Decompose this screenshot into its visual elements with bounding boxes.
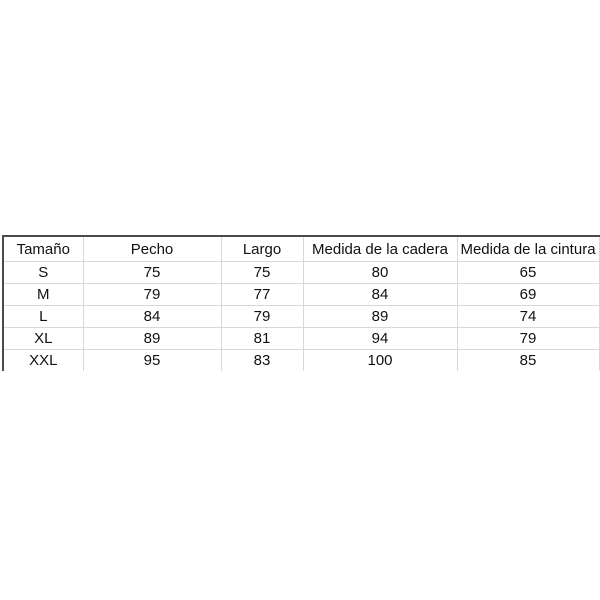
table-row — [3, 328, 599, 350]
table-header — [3, 236, 599, 262]
cell-chest: 89 — [83, 328, 221, 350]
header-size: Tamaño — [3, 236, 83, 262]
cell-length: 79 — [221, 306, 303, 328]
cell-waist: 74 — [457, 306, 599, 328]
table-row — [3, 350, 599, 372]
cell-waist: 65 — [457, 262, 599, 284]
cell-size: M — [3, 284, 83, 306]
header-waist: Medida de la cintura — [457, 236, 599, 262]
cell-waist: 79 — [457, 328, 599, 350]
cell-chest: 75 — [83, 262, 221, 284]
table-body — [3, 262, 599, 372]
cell-waist: 85 — [457, 350, 599, 372]
table-row — [3, 306, 599, 328]
header-chest: Pecho — [83, 236, 221, 262]
size-chart-table — [2, 235, 600, 371]
cell-length: 77 — [221, 284, 303, 306]
table-row — [3, 262, 599, 284]
cell-chest: 79 — [83, 284, 221, 306]
cell-chest: 84 — [83, 306, 221, 328]
cell-waist: 69 — [457, 284, 599, 306]
cell-length: 75 — [221, 262, 303, 284]
cell-hip: 80 — [303, 262, 457, 284]
cell-chest: 95 — [83, 350, 221, 372]
cell-hip: 84 — [303, 284, 457, 306]
cell-length: 83 — [221, 350, 303, 372]
cell-size: S — [3, 262, 83, 284]
cell-size: XL — [3, 328, 83, 350]
cell-size: L — [3, 306, 83, 328]
header-length: Largo — [221, 236, 303, 262]
cell-size: XXL — [3, 350, 83, 372]
header-hip: Medida de la cadera — [303, 236, 457, 262]
table-row — [3, 284, 599, 306]
cell-hip: 100 — [303, 350, 457, 372]
cell-hip: 89 — [303, 306, 457, 328]
header-row — [3, 236, 599, 262]
cell-hip: 94 — [303, 328, 457, 350]
cell-length: 81 — [221, 328, 303, 350]
